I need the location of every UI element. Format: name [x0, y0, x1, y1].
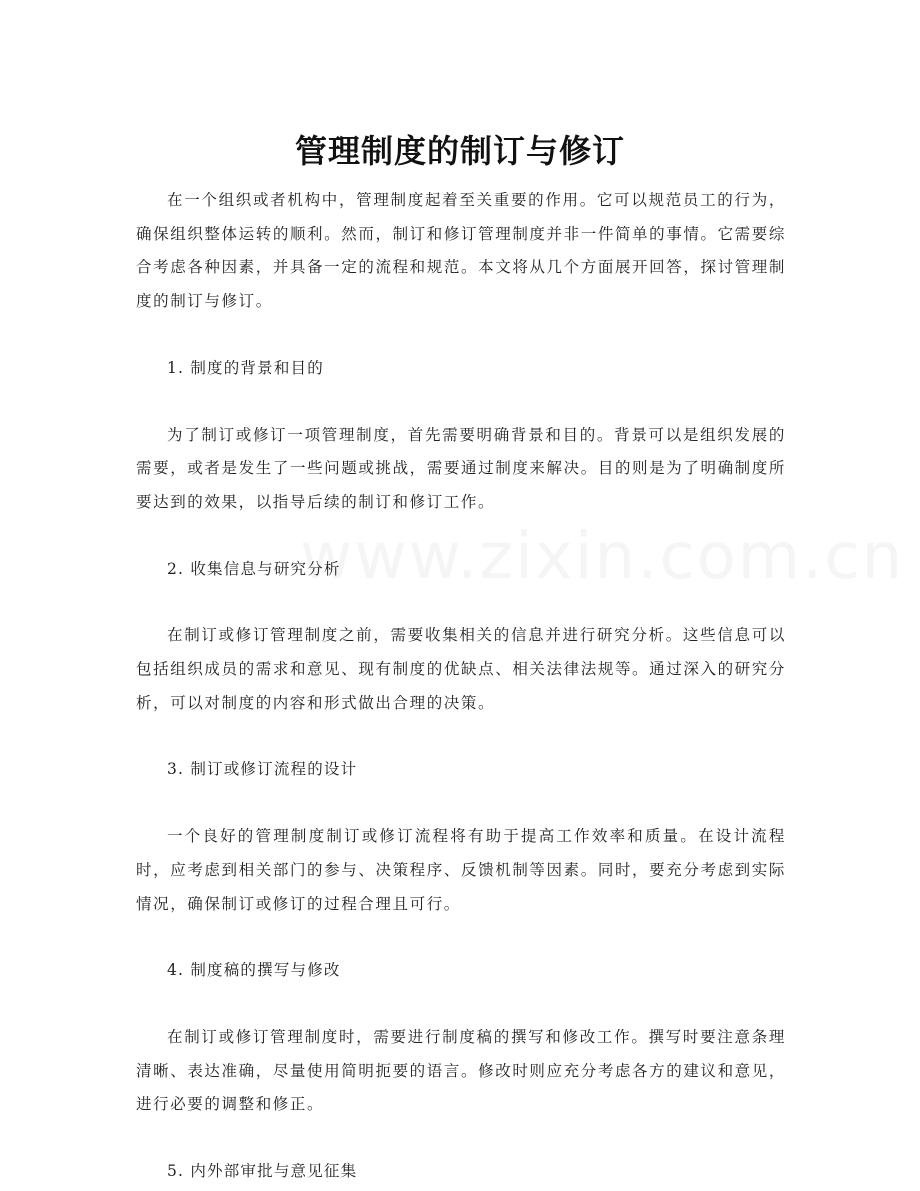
- section-heading: 1. 制度的背景和目的: [167, 358, 324, 377]
- spacer: [136, 586, 786, 619]
- spacer: [136, 720, 786, 753]
- spacer: [136, 1122, 786, 1155]
- section-paragraph: 在制订或修订管理制度时，需要进行制度稿的撰写和修改工作。撰写时要注意条理清晰、表达准确，尽量使用简明扼要的语言。修改时则应充分考虑各方的建议和意见，进行必要的调整和修正。: [136, 1027, 786, 1114]
- section-paragraph: 为了制订或修订一项管理制度，首先需要明确背景和目的。背景可以是组织发展的需要，或者是发生了一些问题或挑战，需要通过制度来解决。目的则是为了明确制度所要达到的效果，以指导后续的制订和修订工作。: [136, 425, 786, 511]
- section-heading: 4. 制度稿的撰写与修改: [167, 961, 341, 980]
- section-heading: 2. 收集信息与研究分析: [167, 559, 341, 578]
- spacer: [136, 988, 786, 1021]
- spacer: [136, 386, 786, 419]
- spacer: [136, 787, 786, 820]
- section-heading: 5. 内外部审批与意见征集: [167, 1162, 358, 1181]
- spacer: [136, 520, 786, 553]
- document-title: 管理制度的制订与修订: [294, 132, 625, 171]
- intro-paragraph: 在一个组织或者机构中，管理制度起着至关重要的作用。它可以规范员工的行为，确保组织整体运转的顺利。然而，制订和修订管理制度并非一件简单的事情。它需要综合考虑各种因素，并具备一定的流程和规范。本文将从几个方面展开回答，探讨管理制度的制订与修订。: [136, 191, 786, 311]
- section-paragraph: 一个良好的管理制度制订或修订流程将有助于提高工作效率和质量。在设计流程时，应考虑到相关部门的参与、决策程序、反馈机制等因素。同时，要充分考虑到实际情况，确保制订或修订的过程合理且可行。: [136, 827, 786, 913]
- document-body: [136, 184, 786, 1189]
- spacer: [136, 921, 786, 954]
- section-paragraph: 在制订或修订管理制度之前，需要收集相关的信息并进行研究分析。这些信息可以包括组织成员的需求和意见、现有制度的优缺点、相关法律法规等。通过深入的研究分析，可以对制度的内容和形式做出合理的决策。: [136, 626, 786, 712]
- watermark: www.zixin.com.cn: [300, 520, 905, 594]
- spacer: [136, 319, 786, 352]
- section-heading: 3. 制订或修订流程的设计: [167, 760, 358, 779]
